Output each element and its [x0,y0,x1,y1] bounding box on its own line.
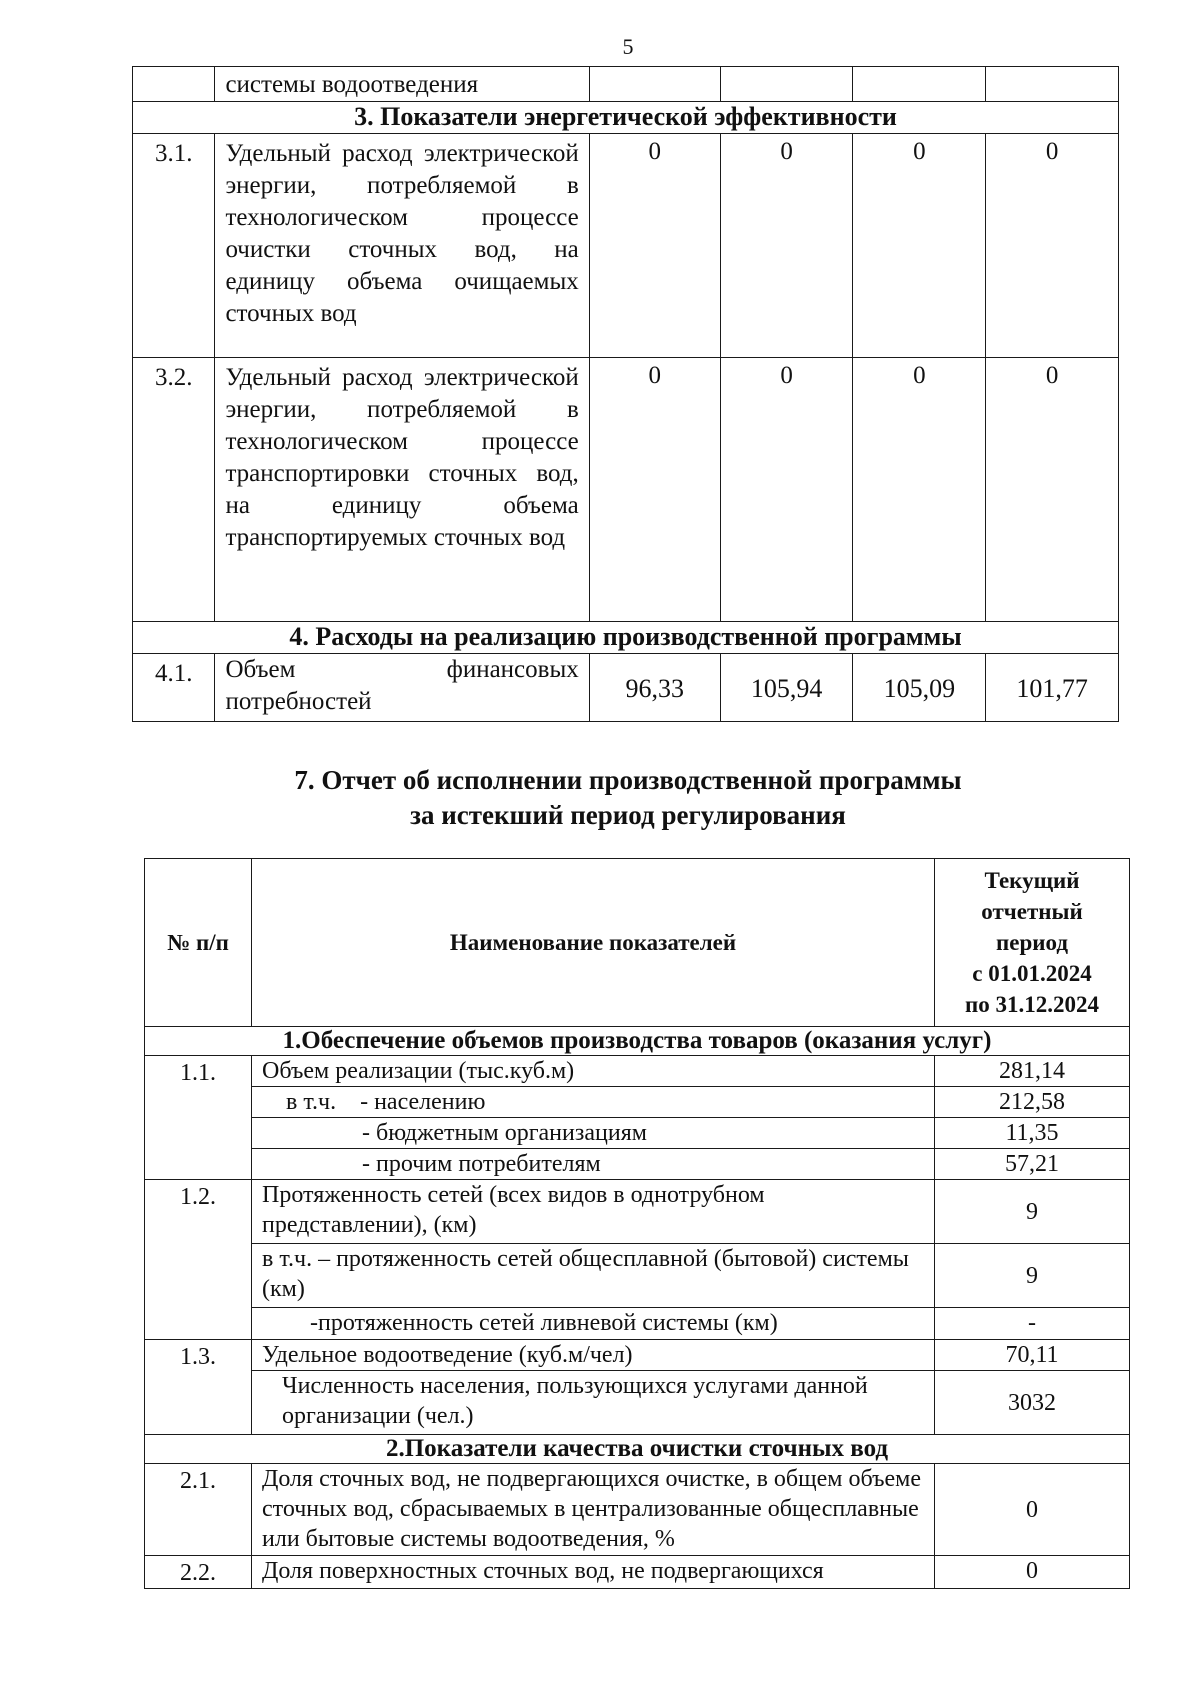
table-row [145,1056,1130,1087]
table-row [145,1308,1130,1340]
section-4-title: 4. Расходы на реализацию производственной программы [133,622,1119,654]
indicator-name: в т.ч. - населению [252,1087,935,1118]
header-name: Наименование показателей [252,859,935,1027]
value-cell: 212,58 [935,1087,1130,1118]
value-cell: 9 [935,1244,1130,1308]
table-row [145,1340,1130,1371]
value-cell: 96,33 [589,654,720,722]
value-cell: 0 [986,358,1119,622]
value-cell: 105,94 [720,654,853,722]
header-period-line: с 01.01.2024 [972,961,1092,986]
heading-line-1: 7. Отчет об исполнении производственной программы [294,765,962,795]
value-cell: 0 [935,1464,1130,1556]
program-report-table [144,858,1130,1589]
indicator-name: Удельный расход электрической энергии, потребляемой в технологическом процессе очистки сточных вод, на единицу объема очищаемых сточных вод [215,134,589,358]
indicator-name: Удельное водоотведение (куб.м/чел) [252,1340,935,1371]
row-number: 1.2. [145,1180,252,1340]
table-row [145,1464,1130,1556]
row-number: 3.1. [133,134,215,358]
table-row [133,358,1119,622]
energy-efficiency-table [132,66,1119,722]
table-row [145,1180,1130,1244]
indicator-name: Численность населения, пользующихся услугами данной организации (чел.) [252,1371,935,1435]
table-row [133,654,1119,722]
table-cell: системы водоотведения [215,67,589,102]
table-row [145,1371,1130,1435]
heading-line-2: за истекший период регулирования [410,800,846,830]
table-cell [720,67,853,102]
value-cell: 0 [986,134,1119,358]
row-number: 4.1. [133,654,215,722]
indicator-name: - прочим потребителям [252,1149,935,1180]
indicator-name: Удельный расход электрической энергии, потребляемой в технологическом процессе транспортировки сточных вод, на единицу объема транспортируемых сточных вод [215,358,589,622]
value-cell: 0 [720,358,853,622]
header-period-line: Текущий [984,868,1080,893]
header-num: № п/п [145,859,252,1027]
section-1-title: 1.Обеспечение объемов производства товаров (оказания услуг) [145,1027,1130,1056]
section-row [133,622,1119,654]
row-number: 1.3. [145,1340,252,1435]
table-cell [133,67,215,102]
table-row [133,67,1119,102]
indicator-name: - бюджетным организациям [252,1118,935,1149]
table-cell [986,67,1119,102]
value-cell: 101,77 [986,654,1119,722]
header-period-line: отчетный [981,899,1083,924]
table-row [145,1118,1130,1149]
section-row [145,1027,1130,1056]
indicator-name: Объем финансовых потребностей [215,654,589,722]
value-cell: 0 [589,134,720,358]
table-row [145,1087,1130,1118]
table-row [145,1556,1130,1589]
indicator-name: Доля поверхностных сточных вод, не подвергающихся [252,1556,935,1589]
table-row [133,134,1119,358]
indicator-name: Доля сточных вод, не подвергающихся очистке, в общем объеме сточных вод, сбрасываемых в централизованные общесплавные или бытовые системы водоотведения, % [252,1464,935,1556]
value-cell: 0 [853,134,986,358]
value-cell: 70,11 [935,1340,1130,1371]
value-cell: 3032 [935,1371,1130,1435]
value-cell: 11,35 [935,1118,1130,1149]
table-row [145,1149,1130,1180]
section-3-title: 3. Показатели энергетической эффективности [133,102,1119,134]
section-row [145,1435,1130,1464]
indicator-name: Протяженность сетей (всех видов в однотрубном представлении), (км) [252,1180,935,1244]
table-row [145,1244,1130,1308]
value-cell: 0 [935,1556,1130,1589]
header-period-line: период [996,930,1068,955]
value-cell: 9 [935,1180,1130,1244]
value-cell: 0 [853,358,986,622]
value-cell: 105,09 [853,654,986,722]
indicator-name: -протяженность сетей ливневой системы (км) [252,1308,935,1340]
page-number: 5 [622,34,634,59]
row-number: 2.2. [145,1556,252,1589]
value-cell: 0 [589,358,720,622]
section-row [133,102,1119,134]
row-number: 1.1. [145,1056,252,1180]
table-cell [589,67,720,102]
indicator-name: Объем реализации (тыс.куб.м) [252,1056,935,1087]
value-cell: 281,14 [935,1056,1130,1087]
indicator-name: в т.ч. – протяженность сетей общесплавной (бытовой) системы (км) [252,1244,935,1308]
value-cell: 0 [720,134,853,358]
row-number: 2.1. [145,1464,252,1556]
header-row [145,859,1130,1027]
header-period [935,859,1130,1027]
value-cell: 57,21 [935,1149,1130,1180]
header-period-line: по 31.12.2024 [964,992,1099,1017]
value-cell: - [935,1308,1130,1340]
section-2-title: 2.Показатели качества очистки сточных вод [145,1435,1130,1464]
report-heading [0,763,1200,833]
row-number: 3.2. [133,358,215,622]
table-cell [853,67,986,102]
